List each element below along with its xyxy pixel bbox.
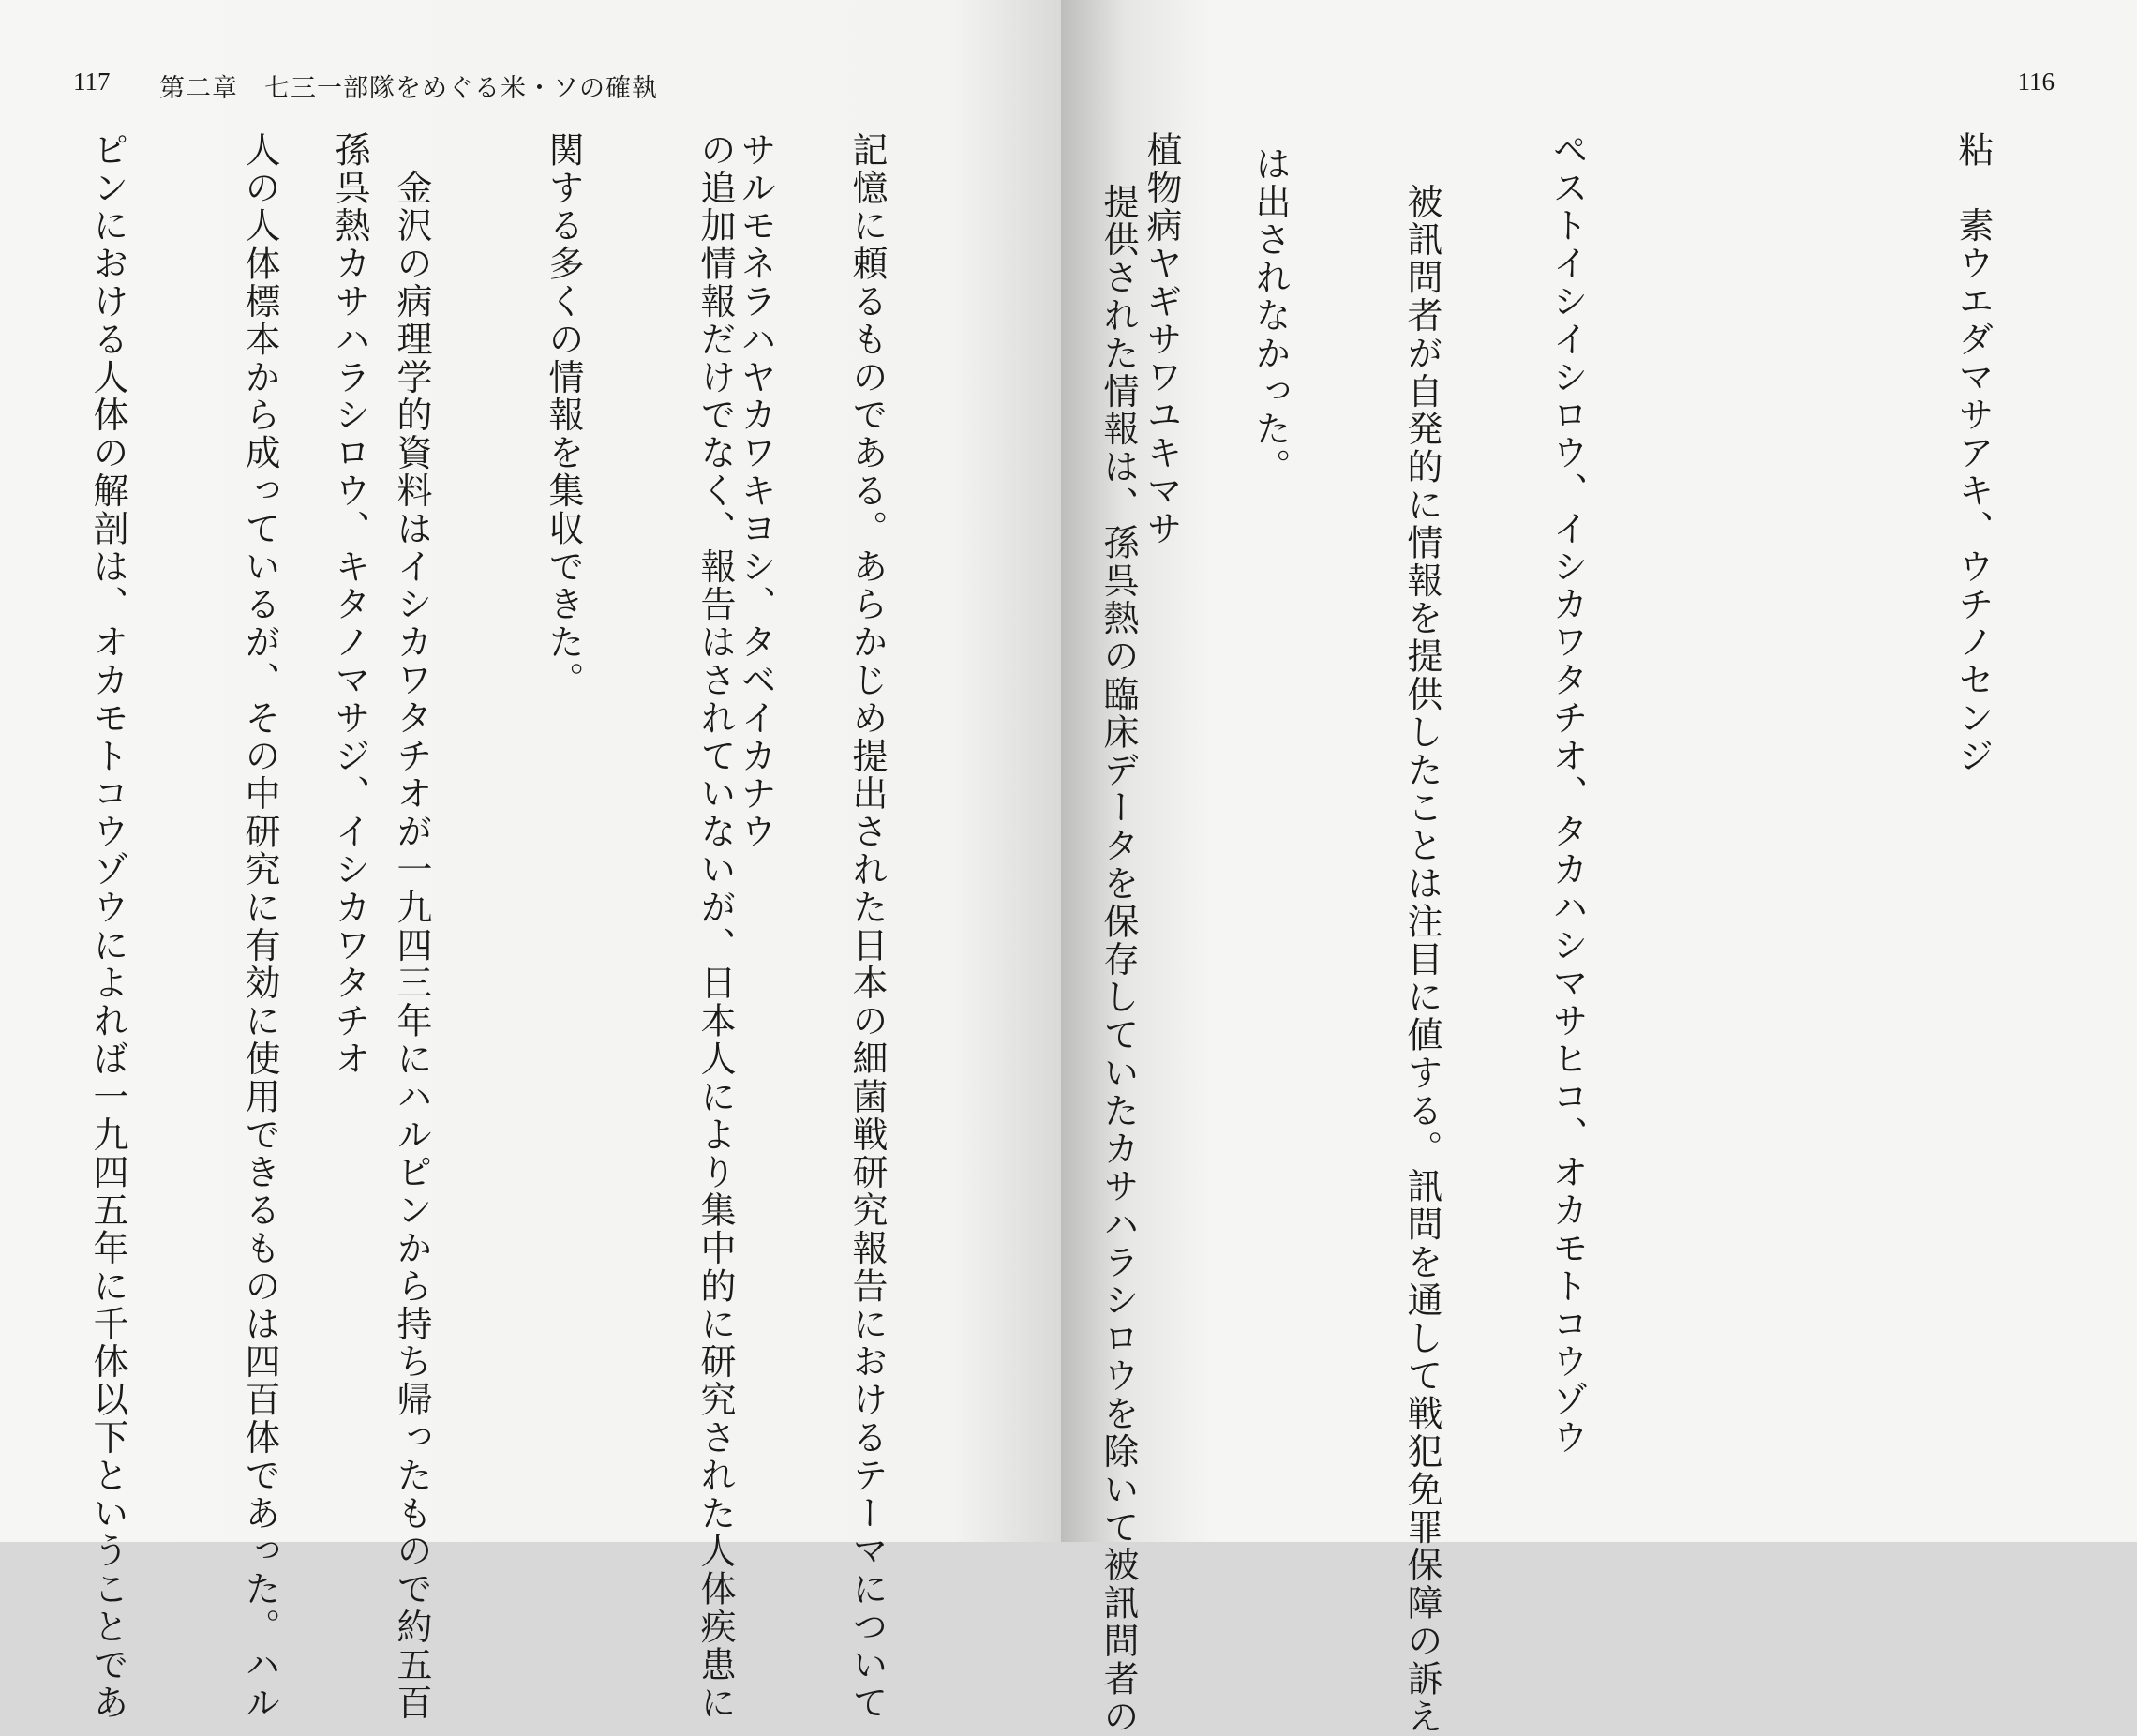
page-number-right: 116	[2017, 67, 2055, 96]
researcher-names: イシイシロウ、イシカワタチオ、タカハシマサヒコ、オカモトコウゾウ	[1547, 245, 1588, 1458]
text-line: 提供された情報は、孫呉熱の臨床データを保存していたカサハラシロウを除いて被訊問者の	[1098, 145, 1139, 1736]
text-line: 関する多くの情報を集収できた。	[543, 131, 584, 699]
text-line: 被訊問者が自発的に情報を提供したことは注目に値する。訊問を通して戦犯免罪保障の訴え	[1401, 145, 1442, 1736]
page-number-left: 117	[73, 67, 111, 96]
running-head: 第二章 七三一部隊をめぐる米・ソの確執	[159, 74, 658, 103]
text-line: 金沢の病理学的資料はイシカワタチオが一九四三年にハルピンから持ち帰ったもので約五百	[391, 131, 432, 1722]
disease-name: 粘 素	[1952, 131, 1994, 246]
list-item	[1694, 131, 1998, 1519]
text-line: の追加情報だけでなく、報告はされていないが、日本人により集中的に研究された人体疾患に	[695, 131, 736, 1722]
text-line: 人の人体標本から成っているが、その中研究に有効に使用できるものは四百体であった。ハル	[239, 131, 280, 1722]
list-item	[476, 131, 781, 1722]
disease-name: サルモネラ	[735, 131, 776, 321]
disease-name: 植物病	[1141, 131, 1182, 246]
researcher-names: カサハラシロウ、キタノマサジ、イシカワタチオ	[329, 245, 370, 1079]
list-item	[70, 131, 375, 1722]
researcher-names: ウエダマサアキ、ウチノセンジ	[1952, 245, 1994, 775]
text-line: ピンにおける人体の解剖は、オカモトコウゾウによれば一九四五年に千体以下ということであ	[87, 131, 128, 1722]
disease-name: 孫呉熱	[329, 131, 370, 246]
text-line: は出されなかった。	[1249, 145, 1291, 486]
text-line: 記憶に頼るものである。あらかじめ提出された日本の細菌戦研究報告におけるテーマについて	[846, 131, 888, 1722]
researcher-names: ハヤカワキヨシ、タベイカナウ	[735, 321, 776, 851]
right-body-text	[992, 145, 1548, 1736]
disease-name: ペスト	[1547, 131, 1588, 246]
researcher-names: ヤギサワユキマサ	[1141, 245, 1182, 548]
